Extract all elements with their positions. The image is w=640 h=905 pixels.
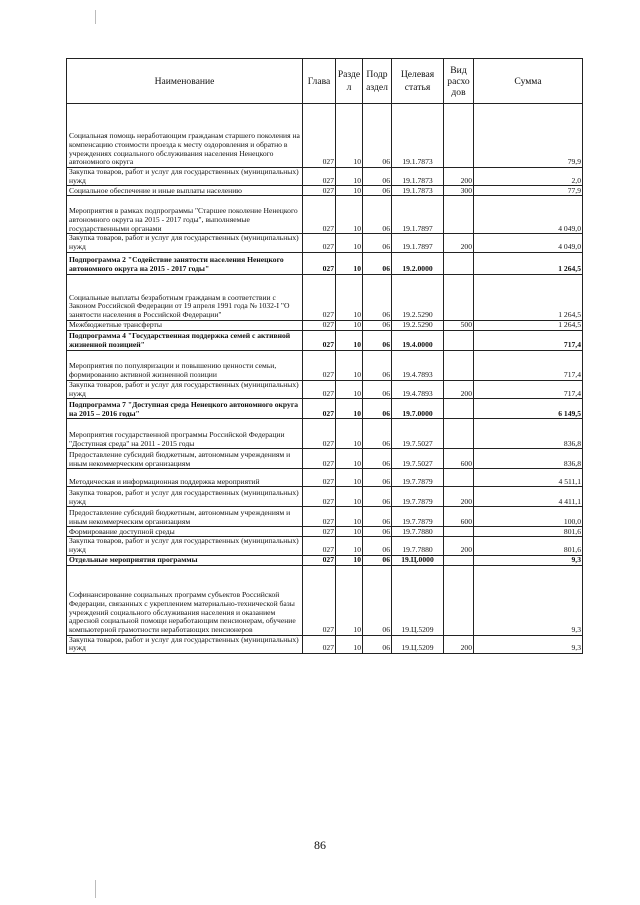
row-type-cell	[444, 274, 474, 320]
row-name-cell: Методическая и информационная поддержка мероприятий	[67, 469, 303, 487]
row-section-cell: 10	[336, 320, 363, 330]
row-subsection-cell: 06	[363, 419, 392, 449]
row-chapter-cell: 027	[303, 635, 336, 653]
row-name-cell: Подпрограмма 4 "Государственная поддержка семей с активной жизненной позицией"	[67, 330, 303, 350]
row-target-cell: 19.1.7873	[392, 186, 444, 196]
row-target-cell: 19.1.7873	[392, 104, 444, 168]
table-row	[67, 399, 583, 419]
row-target-cell: 19.7.5027	[392, 449, 444, 469]
row-chapter-cell: 027	[303, 252, 336, 274]
row-target-cell: 19.Ц.5209	[392, 565, 444, 635]
table-row	[67, 507, 583, 527]
row-name-cell: Формирование доступной среды	[67, 527, 303, 537]
row-section-cell: 10	[336, 168, 363, 186]
row-subsection-cell: 06	[363, 350, 392, 380]
row-sum-cell: 1 264,5	[474, 252, 583, 274]
row-name-cell: Софинансирование социальных программ субъектов Российской Федерации, связанных с укреплением материально-технической базы учреждений социального обслуживания населения и оказанием адресной социальной помощи неработающим пенсионерам, обучение компьютерной грамотности неработающих пенсионеров	[67, 565, 303, 635]
row-section-cell: 10	[336, 104, 363, 168]
table-row	[67, 537, 583, 555]
row-name-cell: Социальная помощь неработающим гражданам старшего поколения на компенсацию стоимости проезда к месту оздоровления и обратно в учреждениях социального обслуживания населения Ненецкого автономного округа	[67, 104, 303, 168]
row-section-cell: 10	[336, 196, 363, 234]
row-sum-cell: 4 049,0	[474, 234, 583, 252]
table-row	[67, 380, 583, 398]
row-chapter-cell: 027	[303, 527, 336, 537]
row-chapter-cell: 027	[303, 469, 336, 487]
row-name-cell: Предоставление субсидий бюджетным, автономным учреждениям и иным некоммерческим организациям	[67, 507, 303, 527]
row-chapter-cell: 027	[303, 449, 336, 469]
row-subsection-cell: 06	[363, 186, 392, 196]
row-name-cell: Подпрограмма 2 "Содействие занятости населения Ненецкого автономного округа на 2015 - 2017 годы"	[67, 252, 303, 274]
row-chapter-cell: 027	[303, 565, 336, 635]
row-sum-cell: 79,9	[474, 104, 583, 168]
row-section-cell: 10	[336, 186, 363, 196]
row-chapter-cell: 027	[303, 419, 336, 449]
row-chapter-cell: 027	[303, 399, 336, 419]
row-type-cell: 200	[444, 234, 474, 252]
row-section-cell: 10	[336, 330, 363, 350]
row-type-cell: 300	[444, 186, 474, 196]
row-name-cell: Отдельные мероприятия программы	[67, 555, 303, 565]
row-type-cell: 600	[444, 507, 474, 527]
row-section-cell: 10	[336, 399, 363, 419]
row-target-cell: 19.7.7880	[392, 527, 444, 537]
header-type: Вид расхо дов	[444, 59, 474, 104]
row-subsection-cell: 06	[363, 565, 392, 635]
row-sum-cell: 717,4	[474, 330, 583, 350]
row-name-cell: Социальное обеспечение и иные выплаты населению	[67, 186, 303, 196]
row-sum-cell: 4 411,1	[474, 487, 583, 507]
row-subsection-cell: 06	[363, 469, 392, 487]
header-name: Наименование	[67, 59, 303, 104]
row-sum-cell: 717,4	[474, 380, 583, 398]
table-row	[67, 527, 583, 537]
row-section-cell: 10	[336, 350, 363, 380]
row-subsection-cell: 06	[363, 104, 392, 168]
row-section-cell: 10	[336, 234, 363, 252]
header-section: Разде л	[336, 59, 363, 104]
row-chapter-cell: 027	[303, 104, 336, 168]
row-name-cell: Мероприятия по популяризации и повышению ценности семьи, формированию активной жизненной позиции	[67, 350, 303, 380]
row-type-cell	[444, 565, 474, 635]
row-sum-cell: 2,0	[474, 168, 583, 186]
table-body	[67, 104, 583, 654]
row-sum-cell: 4 511,1	[474, 469, 583, 487]
row-subsection-cell: 06	[363, 527, 392, 537]
row-name-cell: Закупка товаров, работ и услуг для государственных (муниципальных) нужд	[67, 487, 303, 507]
row-chapter-cell: 027	[303, 380, 336, 398]
row-subsection-cell: 06	[363, 380, 392, 398]
row-chapter-cell: 027	[303, 507, 336, 527]
row-type-cell	[444, 104, 474, 168]
row-sum-cell: 9,3	[474, 635, 583, 653]
row-target-cell: 19.7.7879	[392, 487, 444, 507]
row-sum-cell: 801,6	[474, 527, 583, 537]
row-type-cell	[444, 330, 474, 350]
row-subsection-cell: 06	[363, 330, 392, 350]
table-row	[67, 635, 583, 653]
row-sum-cell: 836,8	[474, 449, 583, 469]
row-subsection-cell: 06	[363, 507, 392, 527]
table-row	[67, 234, 583, 252]
row-sum-cell: 77,9	[474, 186, 583, 196]
row-section-cell: 10	[336, 565, 363, 635]
row-chapter-cell: 027	[303, 320, 336, 330]
row-subsection-cell: 06	[363, 196, 392, 234]
row-target-cell: 19.4.7893	[392, 350, 444, 380]
row-subsection-cell: 06	[363, 234, 392, 252]
row-type-cell	[444, 399, 474, 419]
row-target-cell: 19.7.7879	[392, 469, 444, 487]
row-section-cell: 10	[336, 469, 363, 487]
row-target-cell: 19.2.0000	[392, 252, 444, 274]
table-row	[67, 469, 583, 487]
row-name-cell: Мероприятия в рамках подпрограммы "Старшее поколение Ненецкого автономного округа на 2015 - 2017 годы", выполняемые государственными органами	[67, 196, 303, 234]
row-target-cell: 19.1.7897	[392, 196, 444, 234]
row-target-cell: 19.7.0000	[392, 399, 444, 419]
row-name-cell: Закупка товаров, работ и услуг для государственных (муниципальных) нужд	[67, 234, 303, 252]
row-type-cell	[444, 419, 474, 449]
row-name-cell: Закупка товаров, работ и услуг для государственных (муниципальных) нужд	[67, 537, 303, 555]
row-type-cell	[444, 469, 474, 487]
row-chapter-cell: 027	[303, 330, 336, 350]
row-type-cell	[444, 252, 474, 274]
row-sum-cell: 4 049,0	[474, 196, 583, 234]
row-section-cell: 10	[336, 507, 363, 527]
scan-mark	[95, 880, 96, 898]
row-section-cell: 10	[336, 380, 363, 398]
row-type-cell: 200	[444, 487, 474, 507]
row-name-cell: Межбюджетные трансферты	[67, 320, 303, 330]
row-type-cell	[444, 555, 474, 565]
row-chapter-cell: 027	[303, 168, 336, 186]
row-subsection-cell: 06	[363, 168, 392, 186]
row-type-cell: 200	[444, 380, 474, 398]
row-target-cell: 19.Ц.0000	[392, 555, 444, 565]
row-name-cell: Подпрограмма 7 "Доступная среда Ненецкого автономного округа на 2015 – 2016 годы"	[67, 399, 303, 419]
header-sum: Сумма	[474, 59, 583, 104]
row-type-cell: 600	[444, 449, 474, 469]
row-section-cell: 10	[336, 274, 363, 320]
row-chapter-cell: 027	[303, 487, 336, 507]
row-subsection-cell: 06	[363, 537, 392, 555]
row-type-cell: 200	[444, 168, 474, 186]
row-sum-cell: 1 264,5	[474, 274, 583, 320]
row-section-cell: 10	[336, 537, 363, 555]
row-name-cell: Закупка товаров, работ и услуг для государственных (муниципальных) нужд	[67, 168, 303, 186]
table-row	[67, 252, 583, 274]
table-row	[67, 449, 583, 469]
row-sum-cell: 6 149,5	[474, 399, 583, 419]
row-subsection-cell: 06	[363, 449, 392, 469]
row-subsection-cell: 06	[363, 320, 392, 330]
row-chapter-cell: 027	[303, 537, 336, 555]
table-row	[67, 350, 583, 380]
row-target-cell: 19.7.7879	[392, 507, 444, 527]
row-type-cell: 200	[444, 635, 474, 653]
header-target: Целевая статья	[392, 59, 444, 104]
scan-mark	[95, 10, 96, 24]
row-name-cell: Предоставление субсидий бюджетным, автономным учреждениям и иным некоммерческим организациям	[67, 449, 303, 469]
row-section-cell: 10	[336, 419, 363, 449]
row-subsection-cell: 06	[363, 399, 392, 419]
table-row	[67, 565, 583, 635]
row-sum-cell: 1 264,5	[474, 320, 583, 330]
table-row	[67, 104, 583, 168]
row-target-cell: 19.Ц.5209	[392, 635, 444, 653]
row-target-cell: 19.2.5290	[392, 274, 444, 320]
budget-table	[66, 58, 583, 654]
row-section-cell: 10	[336, 487, 363, 507]
row-sum-cell: 801,6	[474, 537, 583, 555]
row-name-cell: Мероприятия государственной программы Российской Федерации "Доступная среда" на 2011 - 2015 годы	[67, 419, 303, 449]
row-chapter-cell: 027	[303, 274, 336, 320]
row-name-cell: Закупка товаров, работ и услуг для государственных (муниципальных) нужд	[67, 635, 303, 653]
row-target-cell: 19.4.7893	[392, 380, 444, 398]
row-type-cell	[444, 196, 474, 234]
row-section-cell: 10	[336, 555, 363, 565]
row-target-cell: 19.4.0000	[392, 330, 444, 350]
row-target-cell: 19.7.7880	[392, 537, 444, 555]
table-row	[67, 274, 583, 320]
table-row	[67, 330, 583, 350]
table-header-row	[67, 59, 583, 104]
row-chapter-cell: 027	[303, 234, 336, 252]
table-row	[67, 419, 583, 449]
row-target-cell: 19.2.5290	[392, 320, 444, 330]
row-type-cell: 200	[444, 537, 474, 555]
row-target-cell: 19.1.7873	[392, 168, 444, 186]
table-row	[67, 320, 583, 330]
header-chapter: Глава	[303, 59, 336, 104]
row-target-cell: 19.7.5027	[392, 419, 444, 449]
row-subsection-cell: 06	[363, 635, 392, 653]
row-chapter-cell: 027	[303, 196, 336, 234]
table-row	[67, 196, 583, 234]
row-chapter-cell: 027	[303, 555, 336, 565]
row-target-cell: 19.1.7897	[392, 234, 444, 252]
row-section-cell: 10	[336, 252, 363, 274]
row-type-cell: 500	[444, 320, 474, 330]
row-subsection-cell: 06	[363, 252, 392, 274]
row-type-cell	[444, 350, 474, 380]
header-subsection: Подр аздел	[363, 59, 392, 104]
row-type-cell	[444, 527, 474, 537]
row-sum-cell: 9,3	[474, 565, 583, 635]
row-sum-cell: 100,0	[474, 507, 583, 527]
row-chapter-cell: 027	[303, 350, 336, 380]
row-sum-cell: 717,4	[474, 350, 583, 380]
table-row	[67, 168, 583, 186]
budget-table-sheet	[66, 58, 582, 654]
table-row	[67, 487, 583, 507]
row-section-cell: 10	[336, 635, 363, 653]
row-section-cell: 10	[336, 527, 363, 537]
page-number: 86	[314, 838, 326, 852]
row-subsection-cell: 06	[363, 274, 392, 320]
row-name-cell: Социальные выплаты безработным гражданам в соответствии с Законом Российской Федерации от 19 апреля 1991 года № 1032-I "О занятости населения в Российской Федерации"	[67, 274, 303, 320]
row-sum-cell: 9,3	[474, 555, 583, 565]
table-row	[67, 555, 583, 565]
row-name-cell: Закупка товаров, работ и услуг для государственных (муниципальных) нужд	[67, 380, 303, 398]
row-sum-cell: 836,8	[474, 419, 583, 449]
row-chapter-cell: 027	[303, 186, 336, 196]
row-subsection-cell: 06	[363, 555, 392, 565]
table-row	[67, 186, 583, 196]
row-subsection-cell: 06	[363, 487, 392, 507]
row-section-cell: 10	[336, 449, 363, 469]
